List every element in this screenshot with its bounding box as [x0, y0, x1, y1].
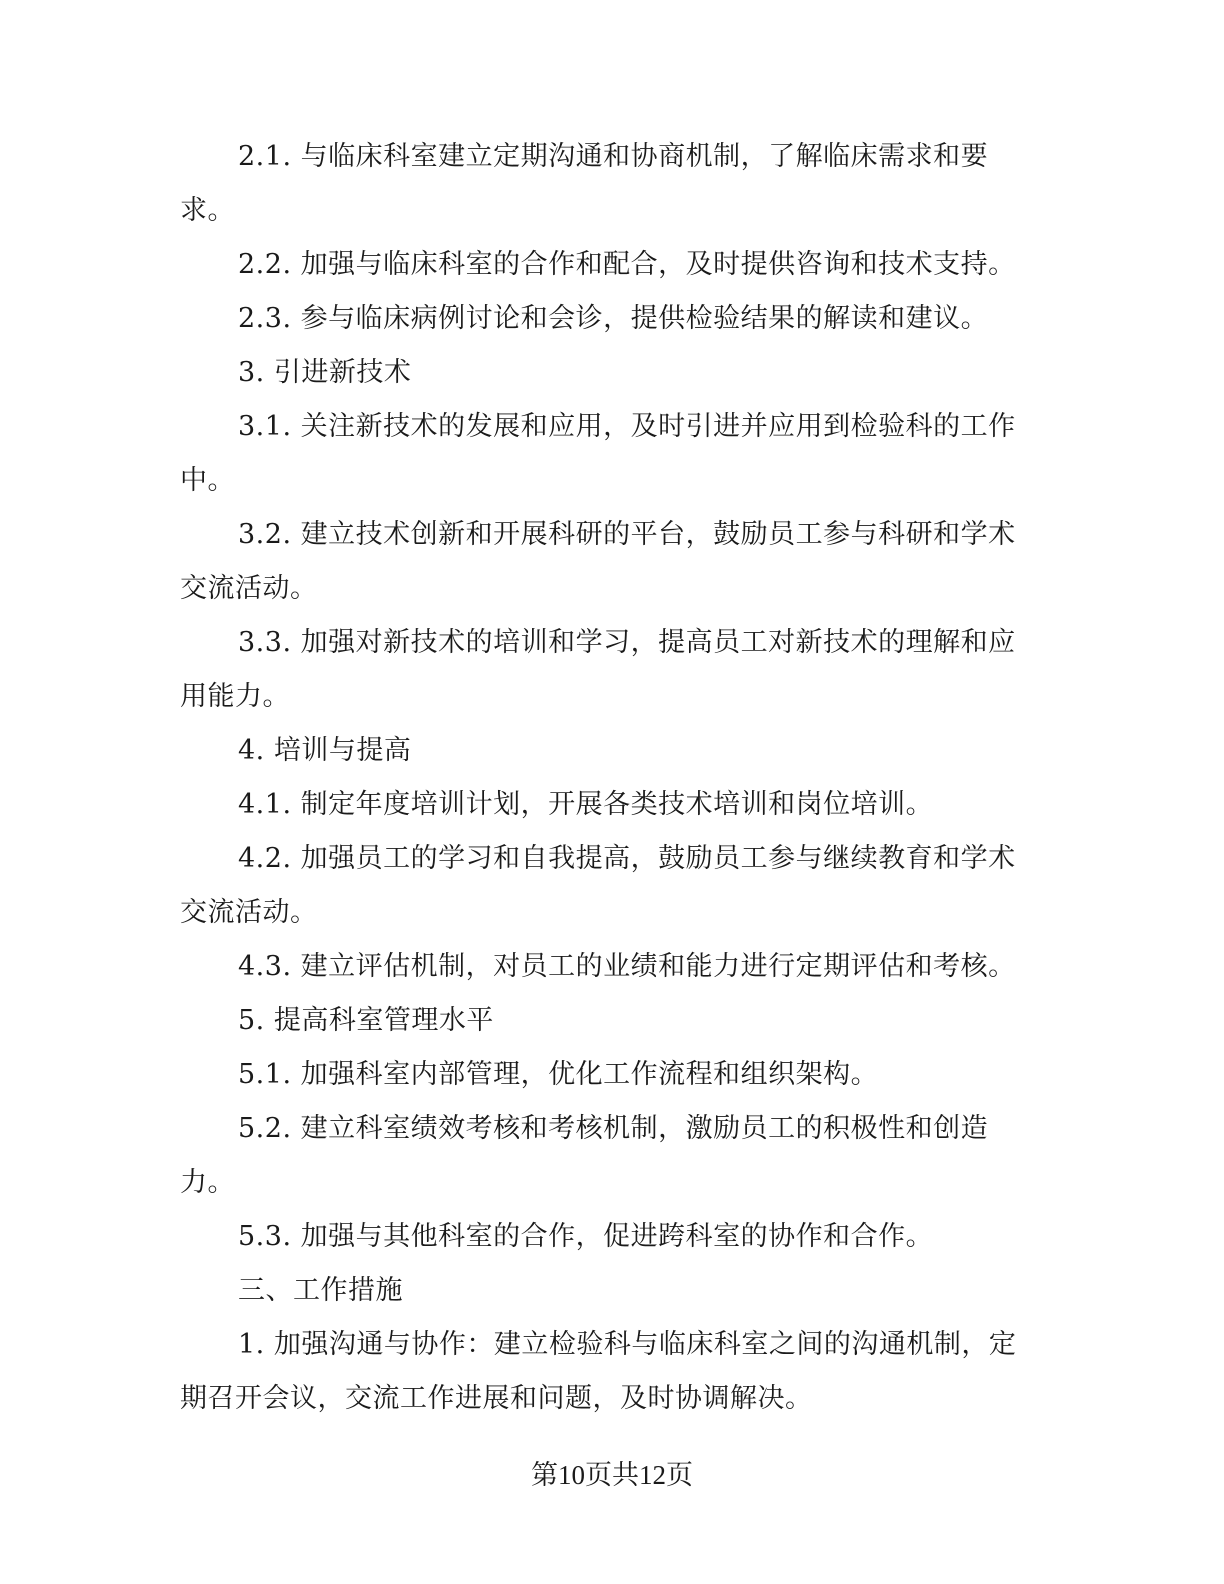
paragraph-5-3: 5.3. 加强与其他科室的合作，促进跨科室的协作和合作。: [238, 1221, 934, 1252]
paragraph-2-3: 2.3. 参与临床病例讨论和会诊，提供检验结果的解读和建议。: [238, 303, 989, 334]
paragraph-3-1: 3.1. 关注新技术的发展和应用，及时引进并应用到检验科的工作中。: [180, 411, 1016, 496]
paragraph-4-3: 4.3. 建立评估机制，对员工的业绩和能力进行定期评估和考核。: [238, 951, 1016, 982]
paragraph-5-2: 5.2. 建立科室绩效考核和考核机制，激励员工的积极性和创造力。: [180, 1113, 989, 1198]
section-heading-4: 4. 培训与提高: [238, 735, 412, 766]
paragraph-2-1: 2.1. 与临床科室建立定期沟通和协商机制，了解临床需求和要求。: [180, 141, 989, 226]
paragraph-3-3: 3.3. 加强对新技术的培训和学习，提高员工对新技术的理解和应用能力。: [180, 627, 1016, 712]
paragraph-measure-1: 1. 加强沟通与协作：建立检验科与临床科室之间的沟通机制，定期召开会议，交流工作进展和问题，及时协调解决。: [180, 1329, 1017, 1414]
paragraph-2-2: 2.2. 加强与临床科室的合作和配合，及时提供咨询和技术支持。: [238, 249, 1016, 280]
paragraph-4-2: 4.2. 加强员工的学习和自我提高，鼓励员工参与继续教育和学术交流活动。: [180, 843, 1016, 928]
paragraph-5-1: 5.1. 加强科室内部管理，优化工作流程和组织架构。: [238, 1059, 879, 1090]
page-number-footer: 第10页共12页: [531, 1460, 693, 1490]
paragraph-4-1: 4.1. 制定年度培训计划，开展各类技术培训和岗位培训。: [238, 789, 934, 820]
chapter-heading-work-measures: 三、工作措施: [238, 1275, 403, 1306]
document-body: [180, 130, 1040, 1426]
section-heading-5: 5. 提高科室管理水平: [238, 1005, 494, 1036]
section-heading-3: 3. 引进新技术: [238, 357, 412, 388]
paragraph-3-2: 3.2. 建立技术创新和开展科研的平台，鼓励员工参与科研和学术交流活动。: [180, 519, 1016, 604]
